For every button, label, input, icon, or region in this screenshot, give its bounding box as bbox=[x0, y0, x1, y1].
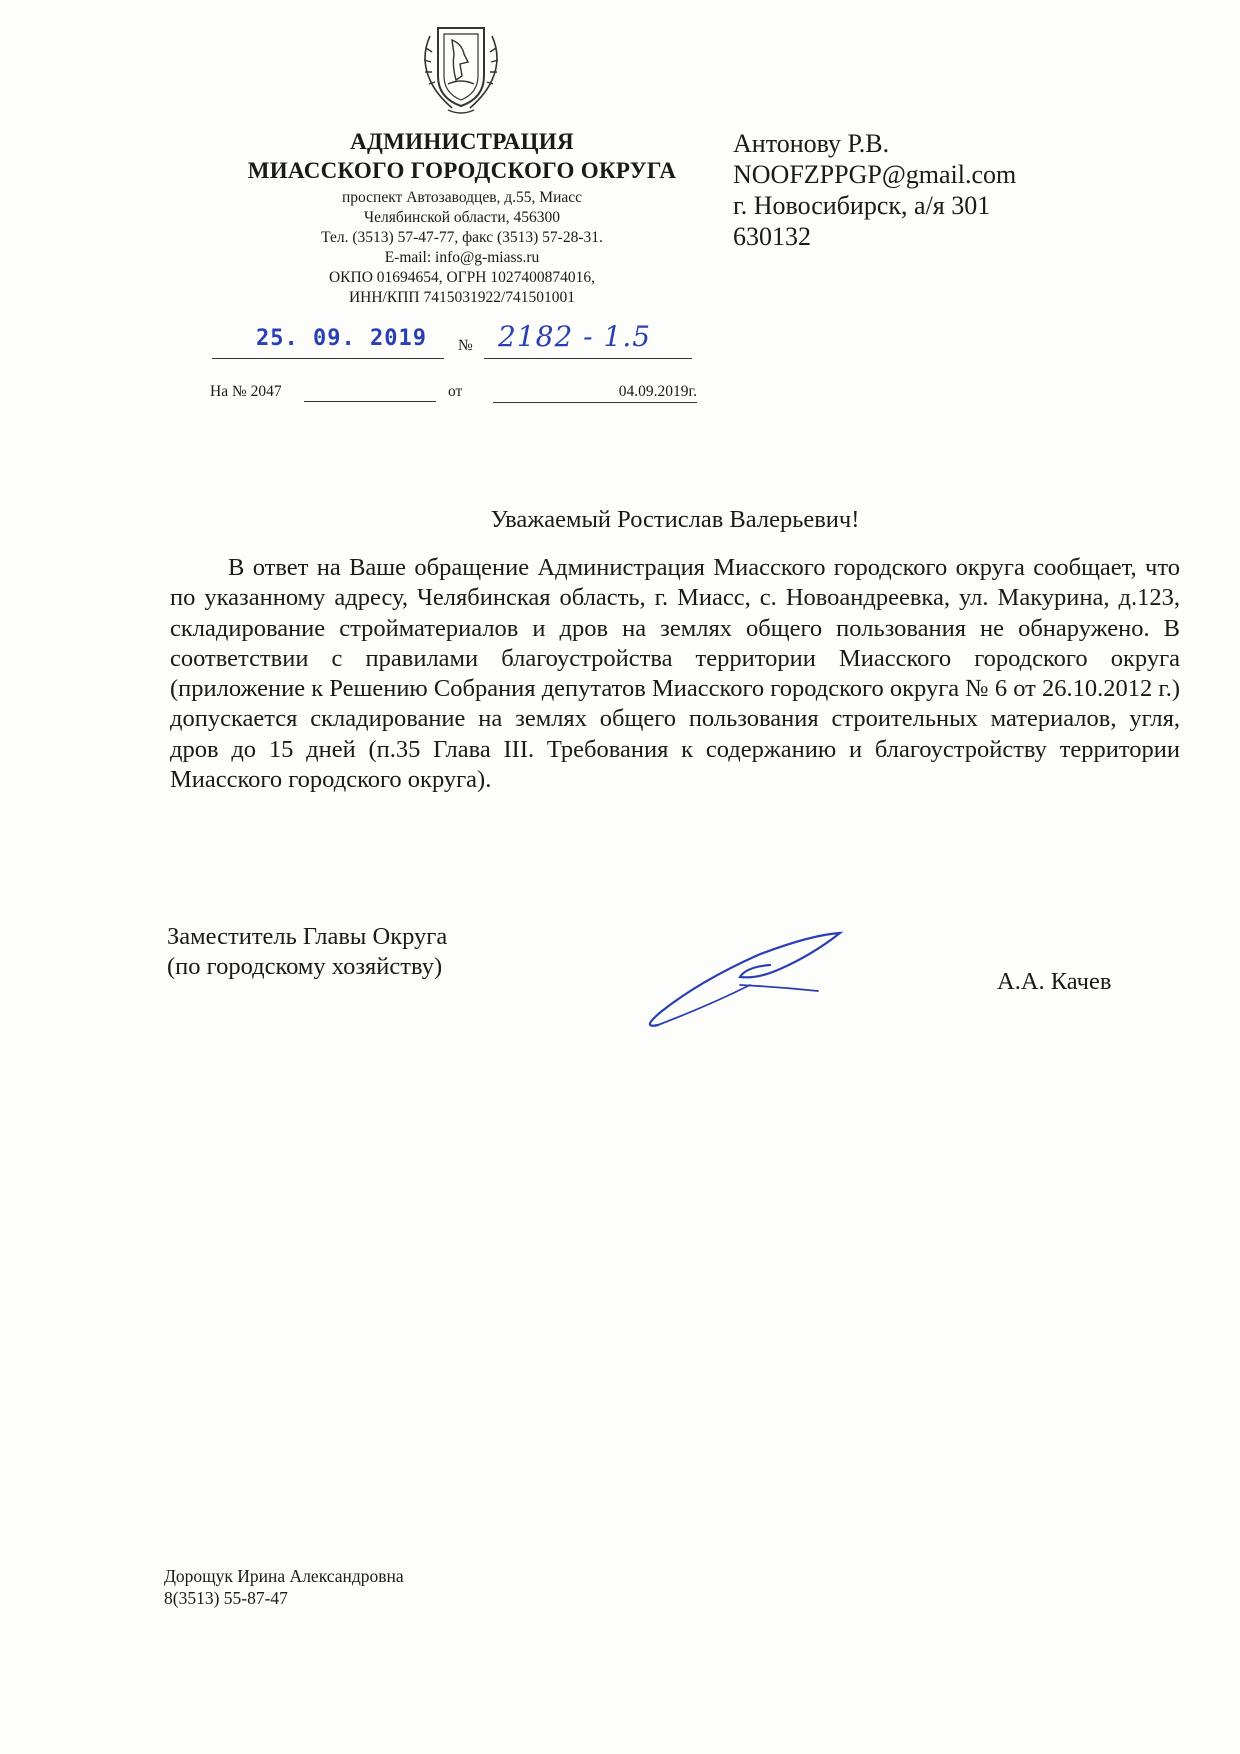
date-stamp: 25. 09. 2019 bbox=[256, 326, 427, 351]
org-title-line2: МИАССКОГО ГОРОДСКОГО ОКРУГА bbox=[247, 158, 677, 183]
reference-from-label: от bbox=[448, 383, 463, 400]
city-coat-of-arms-icon bbox=[408, 18, 514, 118]
signatory-position-line2: (по городскому хозяйству) bbox=[167, 953, 443, 980]
addressee-email: NOOFZPPGP@gmail.com bbox=[733, 160, 1017, 189]
number-label: № bbox=[458, 337, 473, 354]
reference-number-line bbox=[304, 383, 436, 402]
handwritten-number: 2182 - 1.5 bbox=[498, 320, 652, 353]
salutation: Уважаемый Ростислав Валерьевич! bbox=[490, 506, 860, 533]
outgoing-date-field bbox=[212, 318, 444, 359]
executor-name: Дорощук Ирина Александровна bbox=[164, 1566, 404, 1586]
addressee-block bbox=[733, 128, 1016, 252]
org-address-line: Тел. (3513) 57-47-77, факс (3513) 57-28-31. bbox=[321, 229, 603, 246]
executor-phone: 8(3513) 55-87-47 bbox=[164, 1588, 288, 1608]
org-address-line: ОКПО 01694654, ОГРН 1027400874016, bbox=[328, 269, 595, 286]
letter-body: В ответ на Ваше обращение Администрация Миасского городского округа сообщает, что по указанному адресу, Челябинская область, г. Миасс, с. Новоандреевка, ул. Макурина, д.123, складирование стройматериалов и дров на землях общего пользования не обнаружено. В соответствии с правилами благоустройства территории Миасского городского округа (приложение к Решению Собрания депутатов Миасского городского округа № 6 от 26.10.2012 г.) допускается складирование на землях общего пользования строительных материалов, угля, дров до 15 дней (п.35 Глава III. Требования к содержанию и благоустройству территории Миасского городского округа). bbox=[170, 554, 1180, 794]
signatory-name: А.А. Качев bbox=[997, 968, 1112, 995]
handwritten-signature-icon bbox=[640, 925, 850, 1035]
org-address-line: E-mail: info@g-miass.ru bbox=[384, 249, 540, 266]
addressee-city: г. Новосибирск, а/я 301 bbox=[733, 191, 991, 220]
addressee-postcode: 630132 bbox=[733, 222, 811, 251]
outgoing-number-field bbox=[484, 318, 692, 359]
executor-block bbox=[164, 1565, 404, 1609]
org-address-line: Челябинской области, 456300 bbox=[364, 209, 560, 226]
addressee-name: Антонову Р.В. bbox=[733, 129, 890, 158]
org-title-line1: АДМИНИСТРАЦИЯ bbox=[350, 129, 574, 154]
signatory-position-line1: Заместитель Главы Округа bbox=[167, 923, 448, 950]
org-address-line: ИНН/КПП 7415031922/741501001 bbox=[348, 289, 576, 306]
org-address-line: проспект Автозаводцев, д.55, Миасс bbox=[341, 189, 583, 206]
org-address-block bbox=[200, 188, 724, 308]
reference-number: На № 2047 bbox=[210, 383, 282, 400]
signatory-position bbox=[167, 922, 447, 982]
reference-date: 04.09.2019г. bbox=[493, 383, 697, 403]
